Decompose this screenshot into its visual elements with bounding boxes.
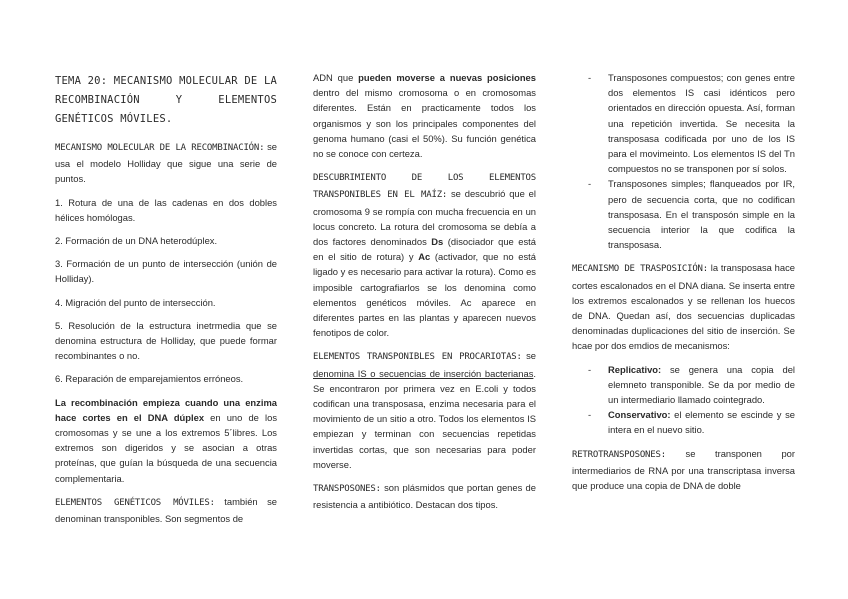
- mecanismo-paragraph: [55, 139, 277, 187]
- maiz-ds: Ds: [431, 236, 444, 248]
- recombinacion-text: en uno de los cromosomas y se une a los extremos 5´libres. Los extremos son digeridos y se asocian a otras proteínas, que guían la búsqueda de una secuencia complementaria.: [55, 411, 278, 484]
- transposones-paragraph: [313, 480, 536, 512]
- transposones-text: son plásmidos que portan genes de resistencia a antibiótico. Destacan dos tipos.: [313, 482, 536, 511]
- list-item: [572, 362, 795, 408]
- step-2: 2. Formación de un DNA heterodúplex.: [55, 235, 218, 247]
- moviles-paragraph: [55, 494, 277, 526]
- page-title: TEMA 20: MECANISMO MOLECULAR DE LA RECOMBINACIÓN Y ELEMENTOS GENÉTICOS MÓVILES.: [55, 75, 277, 125]
- retrotransposones-paragraph: [572, 446, 795, 494]
- adn-paragraph: [313, 70, 536, 161]
- dash-marker: -: [588, 178, 592, 190]
- list-item: [572, 176, 795, 252]
- transposones-heading: TRANSPOSONES:: [313, 484, 381, 495]
- dash-marker: -: [588, 409, 592, 421]
- step-5: 5. Resolución de la estructura inetrmedia que se denomina estructura de Holliday, que puede formar recombinantes o no.: [55, 319, 277, 362]
- retrotransposones-text: se transponen por intermediarios de RNA por una transcriptasa inversa que produce una copia de DNA de doble: [572, 447, 795, 492]
- maiz-paragraph: [313, 169, 536, 340]
- conservativo-text: el elemento se escinde y se intera en el nuevo sitio.: [608, 409, 795, 436]
- step-6: 6. Reparación de emparejamientos erróneos.: [55, 373, 244, 385]
- recombinacion-paragraph: [55, 395, 277, 486]
- trasposicion-text: la transposasa hace cortes escalonados en el DNA diana. Se inserta entre los extremos escalonados y se rellenan los huecos de DNA. Quedan así, dos secuencias duplicadas denominadas duplicaciones del sitio de inserción. Se hcae por dos emdios de mecanismos:: [572, 262, 795, 352]
- replicativo-text: se genera una copia del elemneto transponible. Se da por medio de un intermediario llamado cointegrado.: [608, 363, 795, 406]
- procariotas-text-2: . Se encontraron por primera vez en E.coli y todos codifican una transposasa, enzima necesaria para el movimiento de un sitio a otro. Todos los elementos IS empiezan y terminan con secuencias repetidas invertidas cortas, que son necesarias para poder moverse.: [313, 367, 536, 470]
- trasposicion-paragraph: [572, 260, 795, 353]
- adn-pre: ADN que: [313, 72, 359, 83]
- mecanismo-text: se usa el modelo Holliday que sigue una serie de puntos.: [55, 141, 277, 185]
- step-4: 4. Migración del punto de intersección.: [55, 296, 216, 308]
- dash-marker: -: [588, 72, 592, 83]
- moviles-heading: ELEMENTOS GENÉTICOS MÓVILES:: [55, 497, 215, 508]
- maiz-text-1: se descubrió que el cromosoma 9 se rompía con mucha frecuencia en un locus concreto. La rotura del cromosoma se debía a dos factores denominados: [313, 188, 536, 248]
- step-1: 1. Rotura de una de las cadenas en dos dobles hélices homólogas.: [55, 196, 277, 223]
- list-item: [572, 407, 795, 437]
- mecanismo-heading: MECANISMO MOLECULAR DE LA RECOMBINACIÓN:: [55, 143, 265, 153]
- step-3: 3. Formación de un punto de intersección (unión de Holliday).: [55, 258, 277, 285]
- adn-bold: pueden moverse a nuevas posiciones: [358, 72, 536, 83]
- replicativo-label: Replicativo:: [608, 363, 662, 375]
- maiz-text-2: (disociador que está en el sitio de rotura) y: [313, 236, 536, 263]
- procariotas-underlined: denomina IS o secuencias de inserción bacterianas: [313, 367, 534, 379]
- procariotas-heading: ELEMENTOS TRANSPONIBLES EN PROCARIOTAS:: [313, 352, 522, 363]
- moviles-text: también se denominan transponibles. Son segmentos de: [55, 495, 277, 525]
- trasposicion-heading: MECANISMO DE TRASPOSICIÓN:: [572, 264, 708, 275]
- bullet-simples: Transposones simples; flanqueados por IR, pero de secuencia corta, que no codifican transposasa. En el transposón simple en la secuencia interior la que codifica la transposasa.: [608, 178, 795, 251]
- conservativo-label: Conservativo:: [608, 409, 671, 421]
- retrotransposones-heading: RETROTRANSPOSONES:: [572, 449, 666, 460]
- adn-post: dentro del mismo cromosoma o en cromosomas diferentes. Están en practicamente todos los organismos y son los principales componentes del genoma humano (casi el 50%). Su función genética no se conoce con certeza.: [313, 87, 536, 160]
- procariotas-paragraph: [313, 348, 536, 472]
- column-1: [55, 70, 277, 534]
- column-3: [572, 70, 795, 501]
- procariotas-text-1: se: [521, 350, 536, 362]
- dash-marker: -: [588, 363, 592, 375]
- transposon-types-list: [572, 70, 795, 252]
- recombinacion-bold: La recombinación empieza cuando una enzima hace cortes en el DNA dúplex: [55, 396, 277, 423]
- column-2: [313, 70, 536, 520]
- maiz-text-3: (activador, que no está ligado y es necesario para activar la rotura). Como es imposible cartografiarlos se los denomina como elementos genéticos móviles. Ac aparece en diferentes partes en las plantas y aparecen nuevos fenotipos de color.: [313, 251, 536, 339]
- mecanismos-list: [572, 362, 795, 438]
- bullet-compuestos: Transposones compuestos; con genes entre dos elementos IS casi idénticos pero orientados en dirección opuesta. Así, forman una repetición invertida. Se necesita la transposasa codificada por uno de los IS para el movimeinto. Los elementos IS del Tn compuestos no se transponen por sí solos.: [608, 72, 795, 175]
- list-item: [572, 70, 795, 176]
- maiz-heading: DESCUBRIMIENTO DE LOS ELEMENTOS TRANSPONIBLES EN EL MAÍZ:: [313, 173, 536, 201]
- maiz-ac: Ac: [418, 251, 431, 263]
